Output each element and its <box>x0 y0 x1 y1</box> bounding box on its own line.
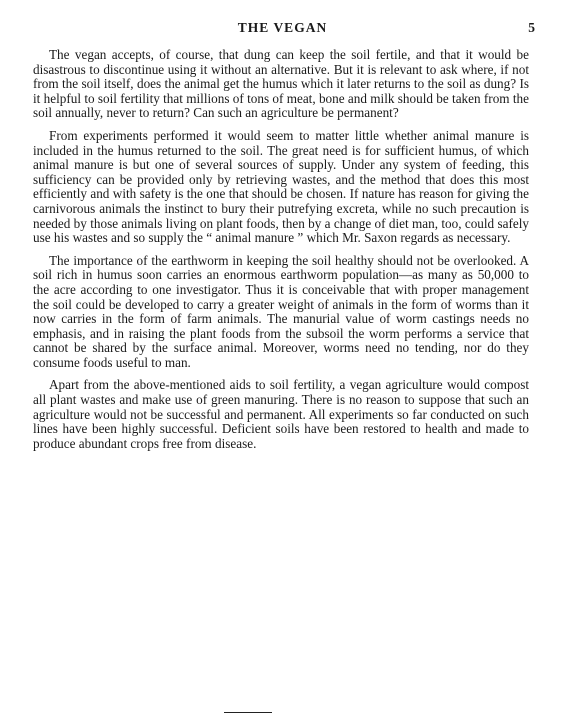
paragraph-vegan-agriculture: Apart from the above-mentioned aids to soil fertility, a vegan agriculture would compost all plant wastes and make use of green manuring. There is no reason to suppose that such an agriculture would not be successful and permanent. All experiments so far conducted on such lines have been highly successful. Deficient soils have been restored to health and made to produce abundant crops free from disease. <box>33 377 529 451</box>
paragraph-earthworm: The importance of the earthworm in keeping the soil healthy should not be overlooked. A soil rich in humus soon carries an enormous earthworm population—as many as 50,000 to the acre according to one investigator. Thus it is conceivable that with proper management the soil could be developed to carry a greater weight of animals in the form of worms than it now carries in the form of farm animals. The manurial value of worm castings needs no emphasis, and in raising the plant foods from the subsoil the worm performs a service that cannot be shared by the surface animal. Moreover, worms need no tending, nor do they consume foods useful to man. <box>33 252 529 370</box>
page-number: 5 <box>528 20 535 35</box>
section-divider-rule <box>224 712 272 713</box>
paragraph-dung-and-humus: The vegan accepts, of course, that dung can keep the soil fertile, and that it would be disastrous to discontinue using it without an alternative. But it is relevant to ask where, if not from the soil itself, does the animal get the humus which it later returns to the soil as dung? Is it helpful to soil fertility that millions of tons of meat, bone and milk should be taken from the soil annually, never to return? Can such an agriculture be permanent? <box>33 47 529 121</box>
paragraph-animal-manure: From experiments performed it would seem to matter little whether animal manure is included in the humus returned to the soil. The great need is for sufficient humus, of which animal manure is but one of several sources of supply. Under any system of feeding, this sufficiency can be provided only by retrieving wastes, and the method that does this most efficiently and with safety is the one that should be chosen. If nature has reason for giving the carnivorous animals the instinct to bury their putrefying excreta, while no such precaution is needed by those animals living on plant foods, then by a change of diet man, too, could safely use his wastes and so supply the “ animal manure ” which Mr. Saxon regards as necessary. <box>33 127 529 246</box>
article-body <box>33 48 529 459</box>
publication-title: THE VEGAN <box>237 20 328 35</box>
running-header <box>0 20 565 38</box>
